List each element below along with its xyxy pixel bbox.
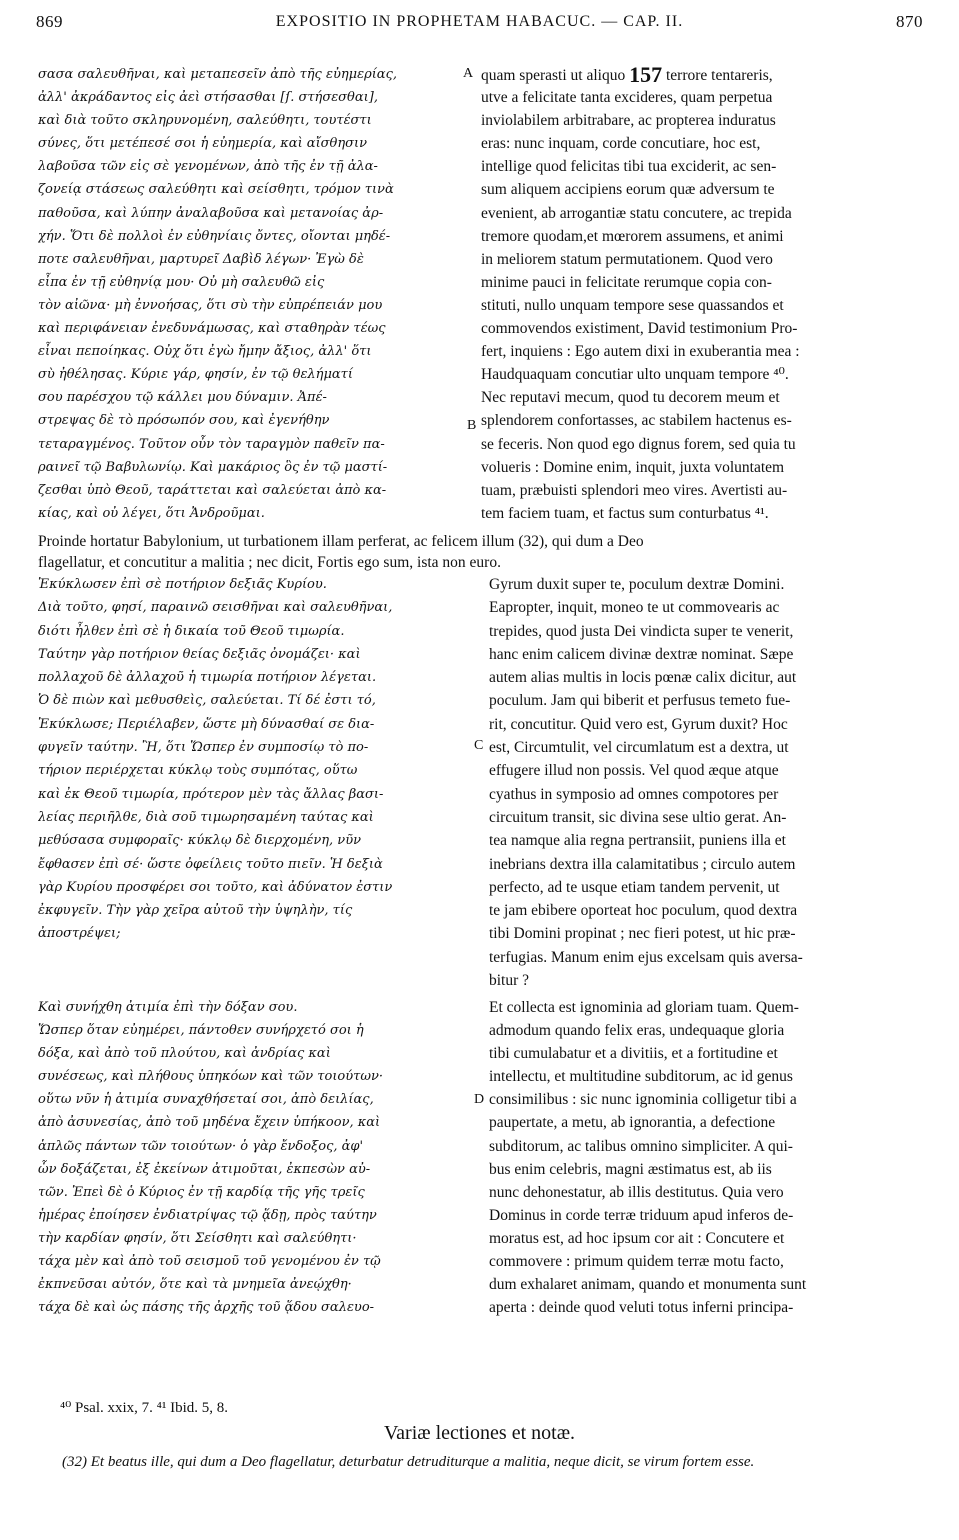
latin-line: Gyrum duxit super te, poculum dextræ Domini. <box>489 576 785 593</box>
latin-line: terfugias. Manum enim ejus excelsam quis aversa- <box>489 948 803 966</box>
latin-line: inviolabilem arbitrabare, ac propterea induratus <box>481 112 776 130</box>
greek-line: τὴν καρδίαν φησίν, ὅτι Σείσθητι καὶ σαλεύθητι· <box>38 1230 357 1246</box>
margin-marker-d: D <box>474 1092 485 1107</box>
latin-line: volueris : Domine enim, inquit, juxta voluntatem <box>481 458 785 476</box>
greek-line: συνέσεως, καὶ πλήθους ὑπηκόων καὶ τῶν τοιούτων· <box>38 1069 383 1085</box>
greek-line: ποτε σαλευθῆναι, μαρτυρεῖ Δαβὶδ λέγων· Ἐγὼ δὲ <box>38 251 364 267</box>
greek-line: Διὰ τοῦτο, φησί, παραινῶ σεισθῆναι καὶ σαλευθῆναι, <box>38 600 393 616</box>
greek-line: τάχα δὲ καὶ ὡς πάσης τῆς ἀρχῆς τοῦ ᾅδου σαλευο- <box>38 1300 375 1316</box>
latin-line: commovere : primum quidem terræ motu facto, <box>489 1253 784 1271</box>
latin-line: Dominus in corde terræ triduum apud inferos de- <box>489 1206 794 1224</box>
latin-line: minime pauci in felicitate rerumque copia con- <box>481 273 772 291</box>
fullwidth-line: flagellatur, et concutitur a malitia ; nec dicit, Fortis ego sum, ista non euro. <box>38 554 501 571</box>
greek-line: σὺ ἠθέλησας. Κύριε γάρ, φησίν, ἐν τῷ θελήματί <box>38 367 353 383</box>
latin-column-block3 <box>489 996 922 1319</box>
latin-column-block2 <box>489 573 922 992</box>
greek-line: τῶν. Ἐπεὶ δὲ ὁ Κύριος ἐν τῇ καρδίᾳ τῆς γῆς τρεῖς <box>38 1184 365 1200</box>
latin-line: in meliorem statum permutationem. Quod vero <box>481 250 773 268</box>
latin-line: perfecto, ad te usque etiam tandem pervenit, ut <box>489 878 780 896</box>
fullwidth-paragraph <box>38 531 923 573</box>
latin-line: consimilibus : sic nunc ignominia colligetur tibi a <box>489 1091 797 1109</box>
variae-title: Variæ lectiones et notæ. <box>383 1422 576 1444</box>
greek-line: ζονείᾳ στάσεως σαλεύθητι καὶ σείσθητι, τρόμον τινὰ <box>38 182 394 198</box>
latin-line: Haudquaquam concutiar ulto unquam tempore ⁴⁰. <box>481 366 789 384</box>
latin-line: evenient, ab arrogantiæ statu concutere, ac trepida <box>481 204 792 222</box>
latin-line-text: quam sperasti ut aliquo <box>481 67 630 84</box>
latin-line: tea namque alia regna pertransiit, puniens illa et <box>489 832 786 850</box>
latin-line <box>481 63 921 86</box>
latin-line: te jam ebibere oporteat hoc poculum, quod dextra <box>489 902 798 920</box>
latin-line: tremore quodam,et mœrorem assumens, et animi <box>481 227 784 245</box>
latin-line: inebrians dextra illa calamitatibus ; circulo autem <box>489 855 796 873</box>
greek-line: Ὁ δὲ πιὼν καὶ μεθυσθεὶς, σαλεύεται. Τί δέ ἐστι τό, <box>38 693 376 709</box>
greek-column-block2 <box>38 573 463 946</box>
latin-line: tibi Domini propinat ; nec fieri potest, ut hic præ- <box>489 925 796 943</box>
latin-line: rit, concutitur. Quid vero est, Gyrum duxit? Hoc <box>489 715 788 733</box>
greek-line: εἶπα ἐν τῇ εὐθηνίᾳ μου· Οὐ μὴ σαλευθῶ εἰς <box>38 274 325 290</box>
greek-line: λαβοῦσα τῶν εἰς σὲ γενομένων, ἀπὸ τῆς ἐν τῇ ἀλα- <box>38 159 378 175</box>
greek-line: Ταύτην γὰρ ποτήριον θείας δεξιᾶς ὀνομάζει· καὶ <box>38 646 361 662</box>
greek-line: δόξα, καὶ ἀπὸ τοῦ πλούτου, καὶ ἀνδρίας καὶ <box>38 1046 331 1062</box>
margin-marker-c: C <box>474 738 484 753</box>
greek-line: διότι ἦλθεν ἐπὶ σὲ ἡ δικαία τοῦ Θεοῦ τιμωρία. <box>38 623 345 639</box>
latin-line: splendorem confortasses, ac stabilem hactenus es- <box>481 412 792 430</box>
greek-line: πολλαχοῦ δὲ ἀλλαχοῦ ἡ τιμωρία ποτήριον λέγεται. <box>38 670 377 686</box>
page-header <box>36 10 923 34</box>
latin-line-text: terrore tentareris, <box>662 67 773 84</box>
page-number-right: 870 <box>895 12 923 31</box>
greek-line: μεθύσασα συμφοραῖς· κύκλῳ δὲ διερχομένη, νῦν <box>38 833 362 849</box>
latin-line: autem alias multis in locis pœnæ calix dicitur, aut <box>489 669 797 687</box>
latin-line: intellectu, et multitudine subditorum, ac id genus <box>489 1068 793 1086</box>
greek-line: ἀπὸ ἀσυνεσίας, ἀπὸ τοῦ μηδένα ἔχειν ὑπήκοον, καὶ <box>38 1115 381 1131</box>
latin-line: dum exhalaret animam, quando et monumenta sunt <box>489 1276 807 1294</box>
latin-line: fert, inquiens : Ego autem dixi in exuberantia mea : <box>481 343 800 361</box>
latin-line: Eapropter, inquit, moneo te ut commovearis ac <box>489 599 780 617</box>
latin-line: nunc dehonestatur, ab illis destitutus. Quia vero <box>489 1183 784 1201</box>
greek-line: καὶ διὰ τοῦτο σκληρυνομένη, σαλεύθητι, τουτέστι <box>38 113 372 129</box>
greek-column-block3 <box>38 996 463 1319</box>
greek-line: τεταραγμένος. Τοῦτον οὖν τὸν ταραγμὸν παθεῖν πα- <box>38 436 385 452</box>
greek-line: ἔφθασεν ἐπὶ σέ· ὥστε ὀφείλεις τοῦτο πιεῖν. Ἡ δεξιὰ <box>38 856 383 872</box>
latin-line: moratus est, ad hoc ipsum cor ait : Concutere et <box>489 1229 785 1247</box>
greek-line: σύνες, ὅτι μετέπεσέ σοι ἡ εὐημερία, καὶ αἴσθησιν <box>38 136 368 152</box>
greek-line: ἡμέρας ἐποίησεν ἐνδιατρίψας τῷ ᾅδῃ, πρὸς ταύτην <box>38 1207 377 1223</box>
greek-line: χήν. Ὅτι δὲ πολλοὶ ἐν εὐθηνίαις ὄντες, οἴονται μηδέ- <box>38 228 391 244</box>
greek-line: Ἐκύκλωσεν ἐπὶ σὲ ποτήριον δεξιᾶς Κυρίου. <box>38 577 327 592</box>
latin-line: effugere illud non possis. Vel quod æque atque <box>489 762 779 780</box>
greek-line: λείας περιῆλθε, διὰ σοῦ τιμωρησαμένη ταύτας καὶ <box>38 809 374 825</box>
greek-line: ἀλλ' ἀκράδαντος εἰς ἀεὶ στήσασθαι [ſ. στήσεσθαι], <box>38 90 378 106</box>
margin-marker-b: B <box>467 418 477 433</box>
latin-line: tuam, præbuisti splendori meo vires. Avertisti au- <box>481 481 788 499</box>
latin-line: admodum quando felix eras, undequaque gloria <box>489 1022 785 1040</box>
latin-line: hanc enim calicem divinæ dextræ nominat. Sæpe <box>489 645 794 663</box>
latin-line: tem faciem tuam, et factus sum conturbatus ⁴¹. <box>481 504 769 522</box>
latin-line: se feceris. Non quod ego dignus forem, sed quia tu <box>481 435 796 453</box>
margin-marker-a: A <box>463 66 474 81</box>
greek-line: καὶ ἐκ Θεοῦ τιμωρία, πρότερον μὲν τὰς ἄλλας βασι- <box>38 786 384 802</box>
latin-line: Nec reputavi mecum, quod tu decorem meum et <box>481 389 780 407</box>
latin-line: utve a felicitate tanta excideres, quam perpetua <box>481 89 773 107</box>
running-title: EXPOSITIO IN PROPHETAM HABACUC. — CAP. II. <box>275 13 684 30</box>
greek-line: ἐκπνεῦσαι αὐτόν, ὅτε καὶ τὰ μνημεῖα ἀνεῴχθη· <box>38 1277 352 1293</box>
greek-line: τὸν αἰῶνα· μὴ ἐννοήσας, ὅτι σὺ τὴν εὐπρέπειάν μου <box>38 297 383 313</box>
greek-line: τήριον περιέρχεται κύκλῳ τοὺς συμπότας, οὕτω <box>38 763 358 779</box>
latin-line: eras: nunc inquam, corde concutiare, hoc est, <box>481 135 761 153</box>
greek-line: Καὶ συνήχθη ἀτιμία ἐπὶ τὴν δόξαν σου. <box>38 1000 298 1015</box>
latin-line: paupertate, a metu, ab ignorantia, a defectione <box>489 1114 776 1132</box>
greek-line: παθοῦσα, καὶ λύπην ἀναλαβοῦσα καὶ μετανοίας ἀρ- <box>38 205 384 221</box>
latin-line: commovendos existiment, David testimonium Pro- <box>481 320 798 338</box>
greek-line: εἶναι πεποίηκας. Οὐχ ὅτι ἐγὼ ἤμην ἄξιος, ἀλλ' ὅτι <box>38 344 372 360</box>
greek-line: φυγεῖν ταύτην. Ἢ, ὅτι Ὥσπερ ἐν συμποσίῳ τὸ πο- <box>38 740 369 756</box>
page-number-left: 869 <box>36 12 63 31</box>
latin-line: aperta : deinde quod veluti totus inferni principa- <box>489 1299 794 1317</box>
fullwidth-line: Proinde hortatur Babylonium, ut turbationem illam perferat, ac felicem illum (32), qui dum a Deo <box>38 533 644 550</box>
greek-line: Ἐκύκλωσε; Περιέλαβεν, ὥστε μὴ δύνασθαί σε δια- <box>38 716 375 732</box>
latin-line: trepides, quod justa Dei vindicta super te venerit, <box>489 622 794 640</box>
greek-line: ἁπλῶς πάντων τῶν τοιούτων· ὁ γὰρ ἔνδοξος, ἀφ' <box>38 1138 364 1154</box>
greek-line: κίας, καὶ οὐ λέγει, ὅτι Ἀνδροῦμαι. <box>38 505 265 521</box>
latin-line: sum aliquem accipiens eorum quæ adversum te <box>481 181 775 199</box>
greek-line: Ὥσπερ ὅταν εὐημέρει, πάντοθεν συνήρχετό σοι ἡ <box>38 1023 364 1039</box>
greek-line: ἐκφυγεῖν. Τὴν γὰρ χεῖρα αὐτοῦ τὴν ὑψηλὴν, τίς <box>38 903 353 919</box>
latin-line: bitur ? <box>489 972 530 990</box>
latin-line: stituti, nullo unquam tempore sese quassandos et <box>481 296 784 314</box>
latin-line: cyathus in symposio ad omnes compotores per <box>489 785 779 803</box>
latin-line: tibi cumulabatur et a divitiis, et a fortitudine et <box>489 1045 778 1063</box>
greek-line: γὰρ Κυρίου προσφέρει σοι τοῦτο, καὶ ἀδύνατον ἐστιν <box>38 879 393 895</box>
greek-line: σασα σαλευθῆναι, καὶ μεταπεσεῖν ἀπὸ τῆς εὐημερίας, <box>38 67 397 82</box>
greek-line: σου παρέσχου τῷ κάλλει μου δύναμιν. Ἀπέ- <box>38 390 327 406</box>
column-number: 157 <box>629 63 663 87</box>
latin-line: est, Circumtulit, vel circumlatum est a dextra, ut <box>489 739 789 757</box>
greek-line: οὕτω νῦν ἡ ἀτιμία συναχθήσεταί σοι, ἀπὸ δειλίας, <box>38 1092 374 1108</box>
greek-line: ζεσθαι ὑπὸ Θεοῦ, ταράττεται καὶ σαλεύεται ἀπὸ κα- <box>38 482 387 498</box>
greek-line: τάχα μὲν καὶ ἀπὸ τοῦ σεισμοῦ τοῦ γενομένου ἐν τῷ <box>38 1254 381 1270</box>
variae-text: (32) Et beatus ille, qui dum a Deo flagellatur, deturbatur detruditurque a malitia, neque dicit, se virum fortem esse. <box>62 1454 755 1470</box>
greek-line: ραινεῖ τῷ Βαβυλωνίῳ. Καὶ μακάριος ὃς ἐν τῷ μαστί- <box>38 459 388 475</box>
greek-line: ὧν δοξάζεται, ἐξ ἐκείνων ἀτιμοῦται, ἐκπεσὼν αὐ- <box>38 1161 371 1177</box>
latin-line: bus enim celebris, magni æstimatus est, ab iis <box>489 1160 772 1178</box>
greek-column-block1 <box>38 63 463 525</box>
latin-column-block1 <box>481 63 921 525</box>
greek-line: ἀποστρέψει; <box>38 926 121 942</box>
greek-line: στρεψας δὲ τὸ πρόσωπόν σου, καὶ ἐγενήθην <box>38 413 330 429</box>
latin-line: subditorum, ac talibus omnino simpliciter. A qui- <box>489 1137 793 1155</box>
latin-line: circuitum transit, sic divina sese ultio gerat. An- <box>489 808 787 826</box>
footnotes: ⁴⁰ Psal. xxix, 7. ⁴¹ Ibid. 5, 8. <box>60 1400 229 1416</box>
greek-line: καὶ περιφάνειαν ἐνεδυνάμωσας, καὶ σταθηρὰν τέως <box>38 321 386 337</box>
latin-line: poculum. Jam qui biberit et perfusus temeto fue- <box>489 692 791 710</box>
latin-line: Et collecta est ignominia ad gloriam tuam. Quem- <box>489 999 799 1016</box>
latin-line: intellige quod felicitas tibi tua exciderit, ac sen- <box>481 158 777 176</box>
